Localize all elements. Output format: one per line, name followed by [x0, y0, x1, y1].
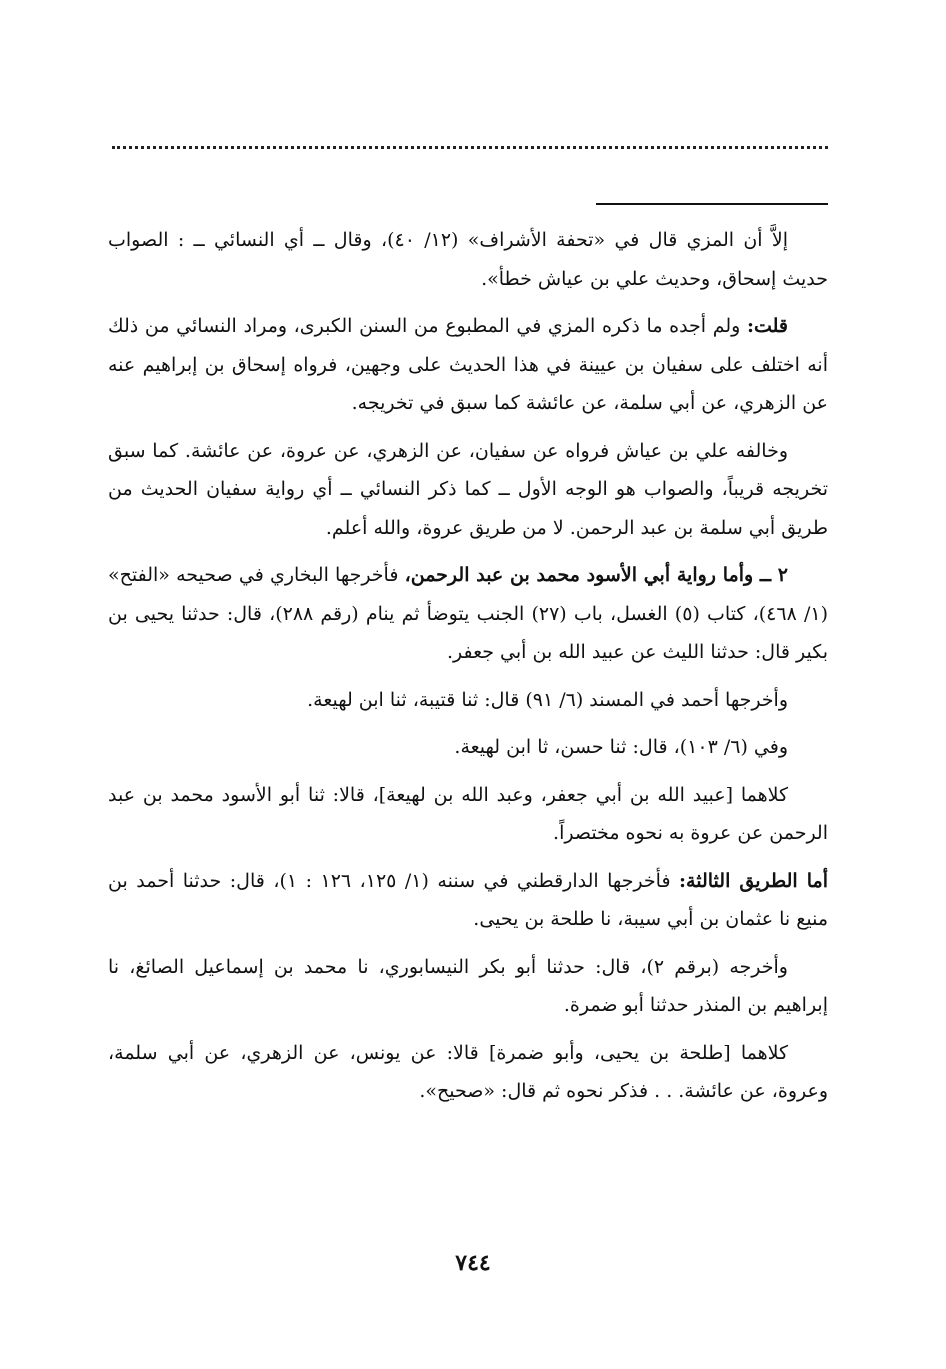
- paragraph-text: وأخرجه (برقم ٢)، قال: حدثنا أبو بكر النيسابوري، نا محمد بن إسماعيل الصائغ، نا إبراهيم بن المنذر حدثنا أبو ضمرة.: [108, 955, 828, 1016]
- paragraph-6: [108, 728, 828, 767]
- paragraph-text: إلاَّ أن المزي قال في «تحفة الأشراف» (١٢/ ٤٠)، وقال ــ أي النسائي ــ : الصواب حديث إسحاق، وحديث علي بن عياش خطأ».: [108, 229, 828, 290]
- footnote-rule: [596, 203, 828, 205]
- page-number: ٧٤٤: [455, 1250, 491, 1276]
- paragraph-lead: قلت:: [746, 315, 788, 337]
- paragraph-1: [108, 221, 828, 298]
- paragraph-3: [108, 432, 828, 548]
- paragraph-text: فأخرجها الدارقطني في سننه (١/ ١٢٥، ١٢٦ : ١)، قال: حدثنا أحمد بن منيع نا عثمان بن أبي سيبة، نا طلحة بن يحيى.: [108, 869, 828, 930]
- paragraph-4: [108, 556, 828, 672]
- paragraph-text: وأخرجها أحمد في المسند (٦/ ٩١) قال: ثنا قتيبة، ثنا ابن لهيعة.: [307, 688, 788, 711]
- paragraph-text: فأخرجها البخاري في صحيحه «الفتح» (١/ ٤٦٨)، كتاب (٥) الغسل، باب (٢٧) الجنب يتوضأ ثم ينام (رقم ٢٨٨)، قال: حدثنا يحيى بن بكير قال: حدثنا الليث عن عبيد الله بن أبي جعفر.: [108, 564, 828, 663]
- paragraph-5: [108, 681, 828, 720]
- paragraph-lead: أما الطريق الثالثة:: [679, 869, 829, 892]
- paragraph-text: كلاهما [طلحة بن يحيى، وأبو ضمرة] قالا: عن يونس، عن الزهري، عن أبي سلمة، وعروة، عن عائشة. . . فذكر نحوه ثم قال: «صحيح».: [108, 1041, 828, 1102]
- paragraph-text: ولم أجده ما ذكره المزي في المطبوع من السنن الكبرى، ومراد النسائي من ذلك أنه اختلف على سفيان بن عيينة في هذا الحديث على وجهين، فرواه إسحاق بن إبراهيم عنه عن الزهري، عن أبي سلمة، عن عائشة كما سبق في تخريجه.: [108, 315, 828, 414]
- document-body: [108, 221, 828, 1120]
- paragraph-7: [108, 776, 828, 853]
- paragraph-10: [108, 1034, 828, 1111]
- paragraph-text: وخالفه علي بن عياش فرواه عن سفيان، عن الزهري، عن عروة، عن عائشة. كما سبق تخريجه قريباً، والصواب هو الوجه الأول ــ كما ذكر النسائي ــ أي رواية سفيان الحديث من طريق أبي سلمة بن عبد الرحمن. لا من طريق عروة، والله أعلم.: [108, 439, 828, 539]
- paragraph-text: وفي (٦/ ١٠٣)، قال: ثنا حسن، ثا ابن لهيعة.: [454, 736, 788, 758]
- paragraph-lead: ٢ ــ وأما رواية أبي الأسود محمد بن عبد الرحمن،: [404, 564, 788, 586]
- paragraph-text: كلاهما [عبيد الله بن أبي جعفر، وعبد الله بن لهيعة]، قالا: ثنا أبو الأسود محمد بن عبد الرحمن عن عروة به نحوه مختصراً.: [108, 783, 828, 844]
- paragraph-2: [108, 307, 828, 423]
- paragraph-8: [108, 862, 828, 939]
- dotted-separator: [112, 146, 828, 149]
- paragraph-9: [108, 948, 828, 1025]
